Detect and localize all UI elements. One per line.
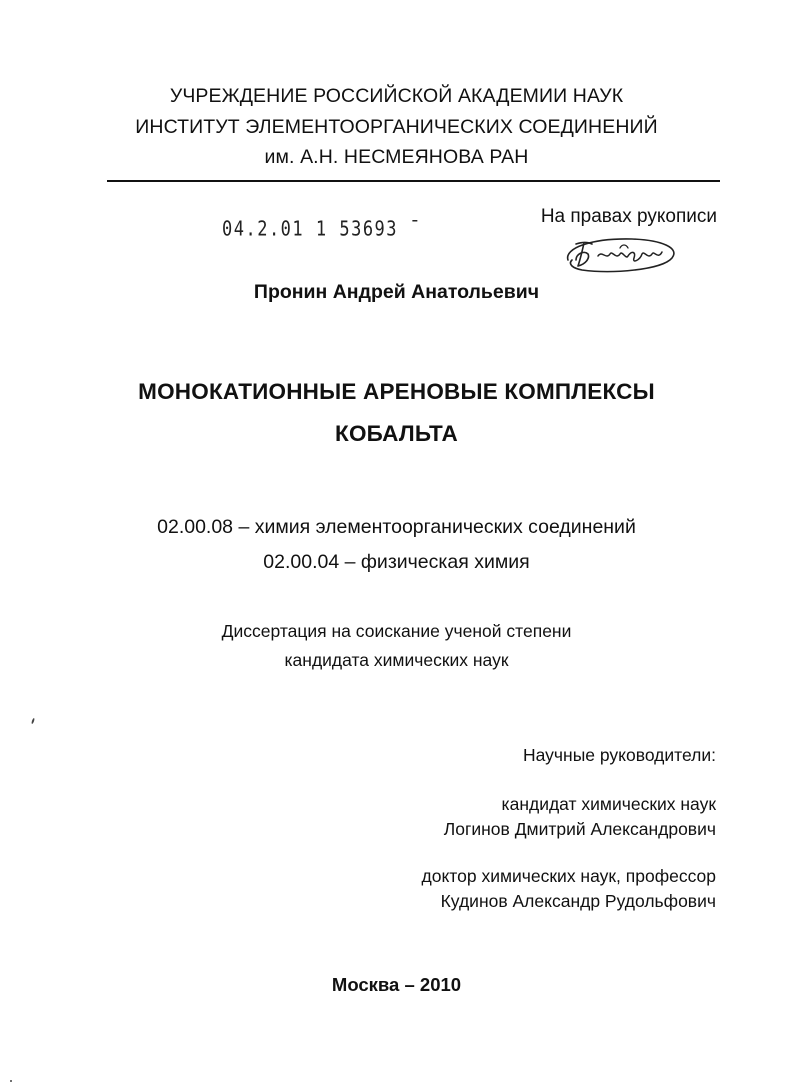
- supervisor-2-name: Кудинов Александр Рудольфович: [440, 891, 716, 911]
- thesis-title-line-1: МОНОКАТИОННЫЕ АРЕНОВЫЕ КОМПЛЕКСЫ: [138, 379, 655, 404]
- scan-speck: [31, 718, 35, 724]
- specialty-code-2: 02.00.04 – физическая химия: [263, 551, 530, 573]
- specialty-code-1: 02.00.08 – химия элементоорганических соединений: [157, 516, 636, 538]
- supervisor-1-degree: кандидат химических наук: [501, 794, 716, 814]
- author-name: Пронин Андрей Анатольевич: [253, 281, 540, 303]
- scan-speck: [10, 1080, 12, 1082]
- manuscript-note: На правах рукописи: [540, 206, 717, 227]
- header-divider: [107, 180, 720, 182]
- institution-line-1: УЧРЕЖДЕНИЕ РОССИЙСКОЙ АКАДЕМИИ НАУК: [169, 85, 624, 107]
- supervisor-1-name: Логинов Дмитрий Александрович: [443, 819, 716, 839]
- dissertation-line-1: Диссертация на соискание ученой степени: [221, 621, 572, 641]
- supervisors-heading: Научные руководители:: [522, 745, 716, 765]
- registration-number: 04.2.01 1 53693 ˉ: [222, 218, 422, 242]
- institution-line-2: ИНСТИТУТ ЭЛЕМЕНТООРГАНИЧЕСКИХ СОЕДИНЕНИЙ: [135, 116, 658, 138]
- thesis-title-line-2: КОБАЛЬТА: [335, 421, 458, 446]
- supervisor-2-degree: доктор химических наук, профессор: [421, 866, 716, 886]
- city-year: Москва – 2010: [331, 974, 462, 995]
- dissertation-line-2: кандидата химических наук: [284, 650, 509, 670]
- handwritten-signature-icon: [562, 230, 680, 276]
- institution-line-3: им. А.Н. НЕСМЕЯНОВА РАН: [264, 146, 529, 168]
